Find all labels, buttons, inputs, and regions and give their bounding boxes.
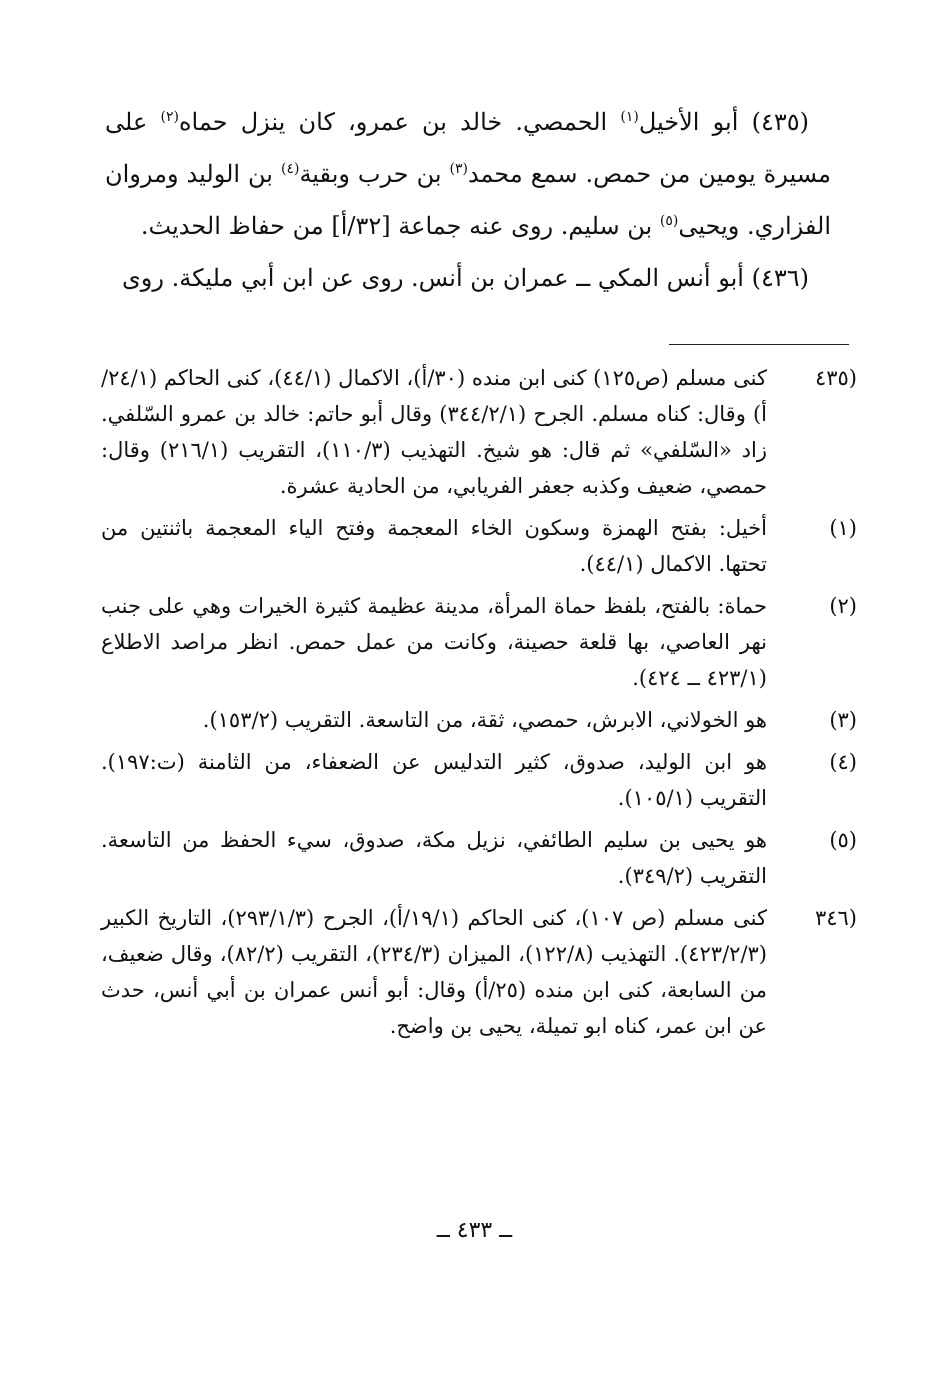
entry-436: (٤٣٦) أبو أنس المكي ــ عمران بن أنس. روى عن ابن أبي مليكة. روى <box>122 264 809 292</box>
footnote-divider <box>669 344 849 345</box>
footnote-text: هو الخولاني، الابرش، حمصي، ثقة، من التاسعة. التقريب (١٥٣/٢). <box>202 708 767 732</box>
footnote-text: كنى مسلم (ص١٢٥) كنى ابن منده (٣٠/أ)، الاكمال (٤٤/١)، كنى الحاكم (٢٤/١/أ) وقال: كناه مسلم. الجرح (٣٤٤/٢/١) وقال أبو حاتم: خالد بن عمرو السّلفي. زاد «السّلفي» ثم قال: هو شيخ. التهذيب (١١٠/٣)، التقريب (٢١٦/١) وقال: حمصي، ضعيف وكذبه جعفر الفريابي، من الحادية عشرة. <box>101 366 768 498</box>
footnote-number: (٣) <box>829 708 857 732</box>
footnote-number: (١) <box>829 516 857 540</box>
footnote-text: هو يحيى بن سليم الطائفي، نزيل مكة، صدوق، سيء الحفظ من التاسعة. التقريب (٣٤٩/٢). <box>101 828 767 888</box>
footnote-ref-5: (٥) <box>659 213 679 229</box>
footnotes <box>101 360 857 1050</box>
footnote-item <box>101 744 857 816</box>
main-text <box>105 96 831 304</box>
entry-435: (٤٣٥) أبو الأخيل$^{(١)}$ الحمصي. خالد بن عمرو، كان ينزل حماه$^{(٢)}$ على مسيرة يومين من حمص. سمع محمد$^{(٣)}$ بن حرب وبقية$^{(٤)}$ بن الوليد ومروان الفزاري. ويحيى$^{(٥)}$ بن سليم. روى عنه جماعة [٣٢/أ] من حفاظ الحديث. <box>105 108 832 240</box>
footnote-ref-1: (١) <box>620 109 639 125</box>
footnote-number: (٤٣٥ <box>814 366 857 390</box>
footnote-text: حماة: بالفتح، بلفظ حماة المرأة، مدينة عظيمة كثيرة الخيرات وهي على جنب نهر العاصي، بها قلعة حصينة، وكانت من عمل حمص. انظر مراصد الاطلاع (٤٢٣/١ ــ ٤٢٤). <box>101 594 767 690</box>
page-number: ــ ٤٣٣ ــ <box>436 1218 513 1243</box>
footnote-text: أخيل: بفتح الهمزة وسكون الخاء المعجمة وفتح الياء المعجمة باثنتين من تحتها. الاكمال (٤٤/١). <box>101 516 767 576</box>
footnote-text: كنى مسلم (ص ١٠٧)، كنى الحاكم (١٩/١/أ)، الجرح (٢٩٣/١/٣)، التاريخ الكبير (٤٢٣/٢/٣). التهذيب (١٢٢/٨)، الميزان (٢٣٤/٣)، التقريب (٨٢/٢)، وقال ضعيف، من السابعة، كنى ابن منده (٢٥/أ) وقال: أبو أنس عمران بن أبي أنس، حدث عن ابن عمر، كناه ابو تميلة، يحيى بن واضح. <box>101 906 768 1038</box>
footnote-item <box>101 702 857 738</box>
footnote-item <box>101 900 857 1044</box>
footnote-item <box>101 510 857 582</box>
footnote-ref-2: (٢) <box>160 109 179 125</box>
footnote-ref-3: (٣) <box>449 161 468 177</box>
footnote-ref-4: (٤) <box>280 161 300 177</box>
footnote-item <box>101 360 857 504</box>
footnote-text: هو ابن الوليد، صدوق، كثير التدليس عن الضعفاء، من الثامنة (ت:١٩٧). التقريب (١٠٥/١). <box>101 750 767 810</box>
footnote-number: (٢) <box>829 594 857 618</box>
footnote-item <box>101 588 857 696</box>
footnote-item <box>101 822 857 894</box>
footnote-number: (٤) <box>829 750 857 774</box>
footnote-number: (٥) <box>829 828 857 852</box>
footnote-number: (٣٤٦ <box>814 906 857 930</box>
